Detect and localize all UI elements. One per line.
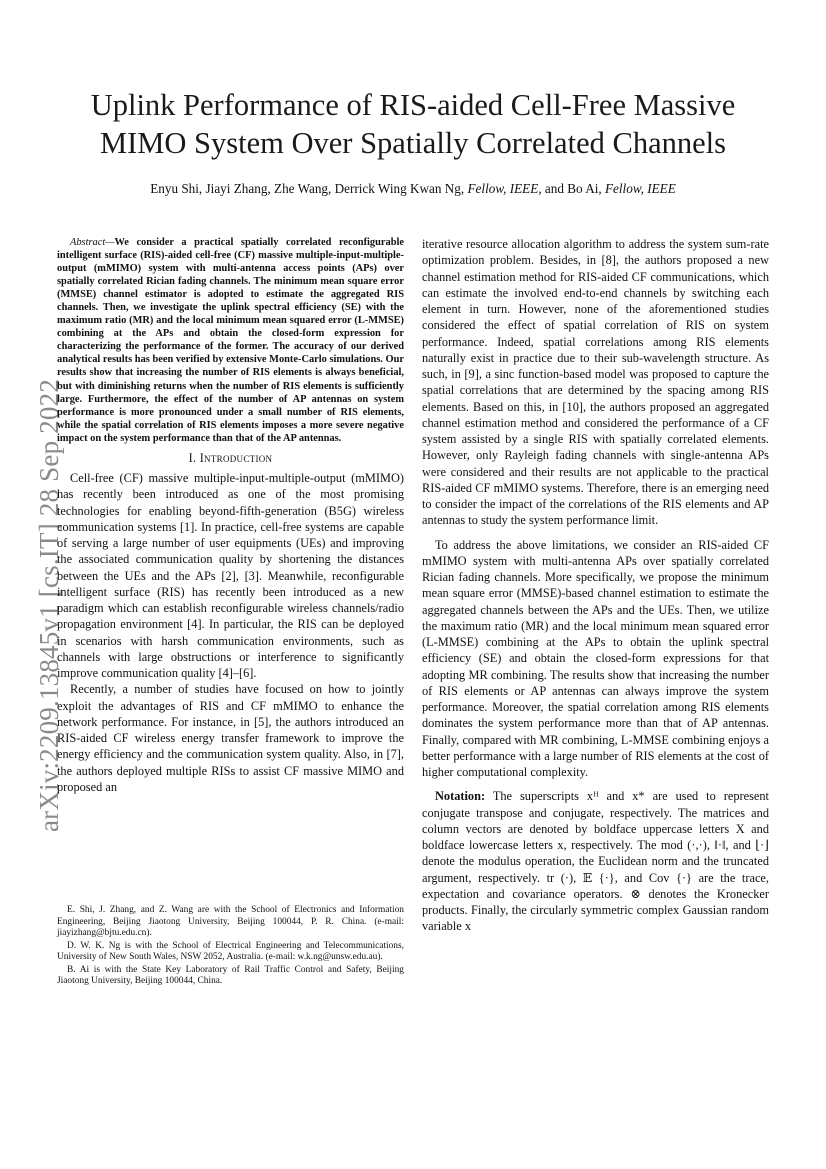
section-number: I. (188, 450, 197, 465)
section-title: Introduction (199, 450, 273, 465)
authors-and: , and Bo Ai, (538, 181, 602, 196)
title-line-2: MIMO System Over Spatially Correlated Channels (100, 126, 726, 160)
fellow-ieee-1: Fellow, IEEE (467, 181, 539, 196)
left-column (57, 236, 404, 795)
title-line-1: Uplink Performance of RIS-aided Cell-Free Massive (90, 88, 736, 122)
abstract-text: We consider a practical spatially correlated reconfigurable intelligent surface (RIS)-aided cell-free (CF) massive multiple-input-multiple-output (mMIMO) system with multi-antenna access points (APs) over spatially correlated Rician fading channels. The minimum mean square error (MMSE) channel estimator is adopted to estimate the aggregated RIS channels. Then, we investigate the uplink spectral efficiency (SE) with the maximum ratio (MR) and the local minimum mean squared error (L-MMSE) combining at the APs and obtain the closed-form expression for characterizing the performance of the former. The accuracy of our derived analytical results has been verified by extensive Monte-Carlo simulations. Our results show that increasing the number of RIS elements is always beneficial, but with diminishing returns when the number of RIS elements is sufficiently large. Furthermore, the effect of the number of AP antennas on system performance is more pronounced under a small number of RIS elements, while the spatial correlation of RIS elements imposes a more severe negative impact on the system performance than that of the AP antennas. (57, 237, 404, 444)
footnote-1: E. Shi, J. Zhang, and Z. Wang are with the School of Electronics and Information Engineering, Beijing Jiaotong University, Beijing 100044, P. R. China. (e-mail: jiayizhang@bjtu.edu.cn). (57, 905, 404, 938)
right-column (422, 236, 769, 935)
notation-label: Notation: (435, 789, 486, 804)
footnotes (57, 905, 404, 989)
abstract (57, 236, 404, 445)
footnote-3: B. Ai is with the State Key Laboratory of Rail Traffic Control and Safety, Beijing Jiaotong University, Beijing 100044, China. (57, 964, 404, 986)
fellow-ieee-2: Fellow, IEEE (604, 181, 676, 196)
arxiv-stamp: arXiv:2209.13845v1 [cs.IT] 28 Sep 2022 (34, 378, 64, 832)
intro-paragraph-1: Cell-free (CF) massive multiple-input-multiple-output (mMIMO) has recently been introduced as one of the most promising technologies for enabling beyond-fifth-generation (B5G) wireless communication systems [1]. In practice, cell-free systems are capable of serving a large number of user equipments (UEs) and improving the associated communication quality by shortening the distances between the UEs and the APs [2], [3]. Meanwhile, reconfigurable intelligent surface (RIS) has recently been introduced as a new paradigm which can establish reconfigurable wireless channels/radio propagation environment [4]. In particular, the RIS can be deployed in scenarios with harsh communication environments, such as channels with large obstructions or interference to significantly improve communication quality [4]–[6]. (57, 471, 404, 680)
section-heading (57, 450, 404, 466)
footnote-2: D. W. K. Ng is with the School of Electrical Engineering and Telecommunications, University of New South Wales, NSW 2052, Australia. (e-mail: w.k.ng@unsw.edu.au). (57, 940, 404, 962)
notation-paragraph (422, 788, 769, 934)
notation-text: The superscripts xᴴ and x* are used to represent conjugate transpose and conjugate, respectively. The matrices and column vectors are denoted by boldface uppercase letters X and boldface lowercase letters x, respectively. The mod (·,·), ‖·‖, and ⌊·⌋ denote the modulus operation, the Euclidean norm and the truncated argument, respectively. tr (·), 𝔼 {·}, and Cov {·} are the trace, expectation and covariance operators. ⊗ denotes the Kronecker products. Finally, the circularly symmetric complex Gaussian random variable x (422, 789, 769, 934)
author-list (40, 181, 786, 197)
right-paragraph-2: To address the above limitations, we consider an RIS-aided CF mMIMO system with multi-antenna APs over spatially correlated Rician fading channels. More specifically, we propose the minimum mean square error (MMSE)-based channel estimation to estimate the aggregated channels between the APs and the UEs. Then, we utilize the maximum ratio (MR) and the local minimum mean squared error (L-MMSE) combining at the APs to obtain the uplink spectral efficiency (SE) and obtain the closed-form expressions for that adopting MR combining. The results show that increasing the number of RIS elements or AP antennas can always improve the system performance. Moreover, the spatial correlation among RIS elements dominates the system performance more than that of AP antennas. Finally, compared with MR combining, L-MMSE combining enjoys a better performance with a large number of RIS elements at the cost of higher computational complexity. (422, 537, 769, 779)
abstract-lead: Abstract— (70, 237, 115, 248)
right-paragraph-1: iterative resource allocation algorithm to address the system sum-rate optimization problem. Besides, in [8], the authors proposed a new channel estimation method for RIS-aided CF communications, which can estimate the involved end-to-end channels by switching each element in turn. However, none of the aforementioned studies considered the effect of spatial correlation of RIS on system performance. Indeed, spatial correlations among RIS elements naturally exist in practice due to their sub-wavelength structure. As such, in [9], a sinc function-based model was proposed to capture the spatial correlations that are determined by the spacing among RIS elements. Based on this, in [10], the authors proposed an aggregated channel estimation method and considered the performance of a CF system assisted by a single RIS with spatially correlated elements. However, only Rayleigh fading channels with single-antenna APs were considered and their results are not applicable to the practical RIS-aided CF mMIMO systems. Therefore, there is an emerging need to consider the impact of the correlations of the RIS elements and AP antennas to study the system performance limit. (422, 237, 769, 528)
intro-paragraph-2: Recently, a number of studies have focused on how to jointly exploit the advantages of RIS and CF mMIMO to enhance the network performance. For instance, in [5], the authors introduced an RIS-aided CF wireless energy transfer framework to improve the energy efficiency and the communication system quality. Also, in [7], the authors deployed multiple RISs to assist CF massive MIMO and proposed an (57, 682, 404, 794)
paper-title (40, 86, 786, 162)
authors-text: Enyu Shi, Jiayi Zhang, Zhe Wang, Derrick Wing Kwan Ng, (150, 181, 465, 196)
